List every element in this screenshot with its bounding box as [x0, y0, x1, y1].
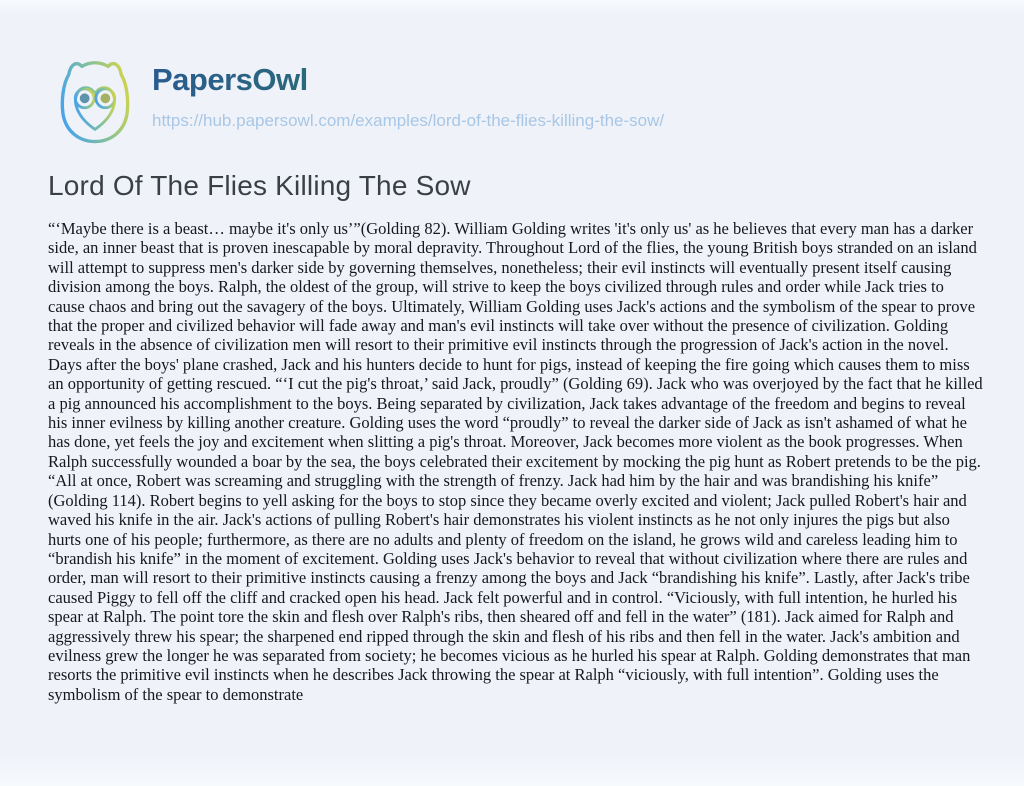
- brand-name[interactable]: PapersOwl: [152, 62, 664, 98]
- article-body-paragraph: “‘Maybe there is a beast… maybe it's only us’”(Golding 82). William Golding writes 'it's only us' as he believes that every man has a darker side, an inner beast that is proven inescapable by moral depravity. Throughout Lord of the flies, the young British boys stranded on an island will attempt to suppress men's darker side by governing themselves, nonetheless; their evil instincts will eventually present itself causing division among the boys. Ralph, the oldest of the group, will strive to keep the boys civilized through rules and order while Jack tries to cause chaos and bring out the savagery of the boys. Ultimately, William Golding uses Jack's actions and the symbolism of the spear to prove that the proper and civilized behavior will fade away and man's evil instincts will take over without the presence of civilization. Golding reveals in the absence of civilization men will resort to their primitive evil instincts through the progression of Jack's action in the novel. Days after the boys' plane crashed, Jack and his hunters decide to hunt for pigs, instead of keeping the fire going which causes them to miss an opportunity of getting rescued. “‘I cut the pig's throat,’ said Jack, proudly” (Golding 69). Jack who was overjoyed by the fact that he killed a pig announced his accomplishment to the boys. Being separated by civilization, Jack takes advantage of the freedom and begins to reveal his inner evilness by killing another creature. Golding uses the word “proudly” to reveal the darker side of Jack as isn't ashamed of what he has done, yet feels the joy and excitement when slitting a pig's throat. Moreover, Jack becomes more violent as the book progresses. When Ralph successfully wounded a boar by the sea, the boys celebrated their excitement by mocking the pig hunt as Robert pretends to be the pig. “All at once, Robert was screaming and struggling with the strength of frenzy. Jack had him by the hair and was brandishing his knife” (Golding 114). Robert begins to yell asking for the boys to stop since they became overly excited and violent; Jack pulled Robert's hair and waved his knife in the air. Jack's actions of pulling Robert's hair demonstrates his violent instincts as he not only injures the pigs but also hurts one of his people; furthermore, as there are no adults and plenty of freedom on the island, he grows wild and careless leading him to “brandish his knife” in the moment of excitement. Golding uses Jack's behavior to reveal that without civilization where there are rules and order, man will resort to their primitive instincts causing a frenzy among the boys and Jack “brandishing his knife”. Lastly, after Jack's tribe caused Piggy to fell off the cliff and cracked open his head. Jack felt powerful and in control. “Viciously, with full intention, he hurled his spear at Ralph. The point tore the skin and flesh over Ralph's ribs, then sheared off and fell in the water” (181). Jack aimed for Ralph and aggressively threw his spear; the sharpened end ripped through the skin and flesh of his ribs and then fell in the water. Jack's ambition and evilness grew the longer he was separated from society; he becomes vicious as he hurled his spear at Ralph. Golding demonstrates that man resorts the primitive evil instincts when he describes Jack throwing the spear at Ralph “viciously, with full intention”. Golding uses the symbolism of the spear to demonstrate: [48, 219, 983, 704]
- papersowl-logo[interactable]: [48, 56, 142, 150]
- site-header: [48, 56, 664, 150]
- page-url-link[interactable]: https://hub.papersowl.com/examples/lord-of-the-flies-killing-the-sow/: [152, 111, 665, 130]
- owl-icon: [48, 137, 142, 154]
- article-title: Lord Of The Flies Killing The Sow: [48, 170, 471, 201]
- brand-block: [152, 56, 664, 131]
